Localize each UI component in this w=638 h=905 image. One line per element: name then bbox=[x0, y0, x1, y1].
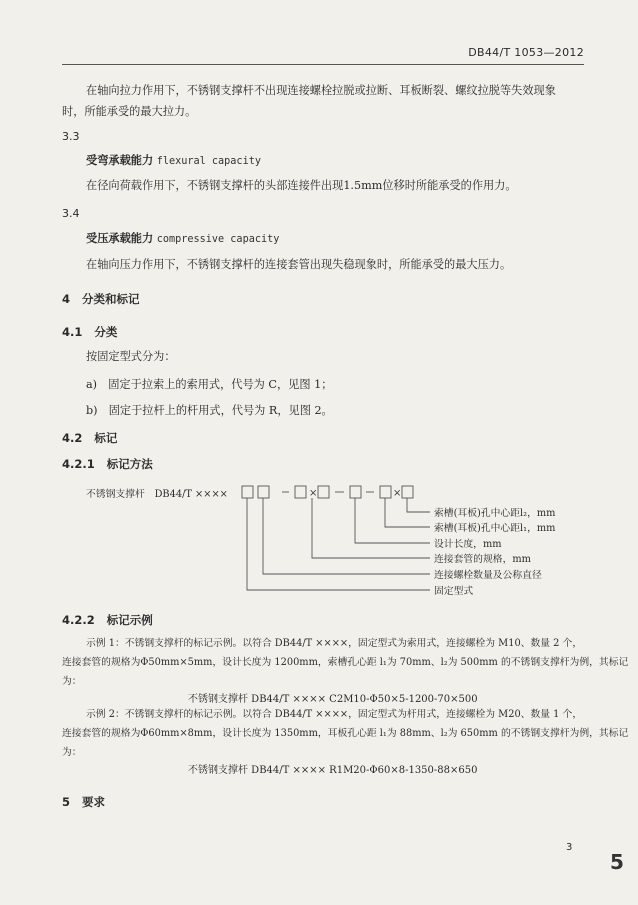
example-1-marking: 不锈钢支撑杆 DB44/T ×××× C2M10-Φ50×5-1200-70×500 bbox=[188, 694, 478, 705]
times-sign-sleeve: × bbox=[309, 488, 318, 499]
section-4-2-2-heading bbox=[62, 612, 153, 628]
section-number: 4.1 bbox=[62, 325, 83, 339]
standard-code-header: DB44/T 1053—2012 bbox=[468, 46, 584, 59]
example-2-marking: 不锈钢支撑杆 DB44/T ×××× R1M20-Φ60×8-1350-88×650 bbox=[188, 765, 478, 776]
box-sleeve-thickness bbox=[318, 486, 329, 498]
example-2-line3: 为： bbox=[62, 747, 82, 758]
term-cn: 受弯承载能力 bbox=[86, 154, 154, 167]
label-l1: 索槽(耳板)孔中心距l₁，mm bbox=[434, 523, 556, 534]
box-l2 bbox=[402, 486, 413, 498]
section-number: 4.2.1 bbox=[62, 457, 95, 471]
def-3-2-line2: 时，所能承受的最大拉力。 bbox=[62, 105, 197, 118]
section-title: 标记示例 bbox=[106, 613, 153, 627]
section-3-4-definition: 在轴向压力作用下，不锈钢支撑杆的连接套管出现失稳现象时，所能承受的最大压力。 bbox=[86, 258, 512, 271]
section-3-3-number: 3.3 bbox=[62, 130, 80, 143]
sheet-number: 5 bbox=[610, 850, 624, 874]
marking-prefix: 不锈钢支撑杆 DB44/T ×××× bbox=[86, 489, 228, 500]
example-2-line1: 示例 2：不锈钢支撑杆的标记示例。以符合 DB44/T ××××，固定型式为杆用式，连接螺栓为 M20、数量 1 个， bbox=[86, 709, 583, 720]
label-sleeve-spec: 连接套管的规格，mm bbox=[434, 554, 531, 565]
section-number: 5 bbox=[62, 795, 71, 809]
label-design-length: 设计长度，mm bbox=[434, 539, 502, 550]
section-number: 4.2 bbox=[62, 431, 83, 445]
box-fixing-type bbox=[242, 486, 253, 498]
box-bolt-spec bbox=[258, 486, 269, 498]
section-3-3-definition: 在径向荷载作用下，不锈钢支撑杆的头部连接件出现1.5mm位移时所能承受的作用力。 bbox=[86, 179, 517, 192]
example-1-line2: 连接套管的规格为Φ50mm×5mm，设计长度为 1200mm，索槽孔心距 l₁为 70mm、l₂为 500mm 的不锈钢支撑杆为例，其标记 bbox=[62, 657, 629, 668]
label-fixing-type: 固定型式 bbox=[434, 586, 474, 597]
section-title: 分类 bbox=[94, 325, 118, 339]
label-bolt-spec: 连接螺栓数量及公称直径 bbox=[434, 570, 542, 581]
section-4-1-item-b: b) 固定于拉杆上的杆用式，代号为 R，见图 2。 bbox=[86, 404, 333, 417]
section-title: 标记方法 bbox=[106, 457, 153, 471]
term-en: flexural capacity bbox=[156, 156, 261, 167]
section-3-4-number: 3.4 bbox=[62, 207, 80, 220]
box-sleeve-diameter bbox=[295, 486, 306, 498]
term-en: compressive capacity bbox=[156, 234, 280, 245]
section-title: 要求 bbox=[82, 795, 106, 809]
section-number: 4 bbox=[62, 292, 71, 306]
section-title: 标记 bbox=[94, 431, 118, 445]
section-number: 4.2.2 bbox=[62, 613, 95, 627]
label-l2: 索槽(耳板)孔中心距l₂，mm bbox=[434, 508, 556, 519]
section-4-1-intro: 按固定型式分为： bbox=[86, 350, 176, 363]
box-l1 bbox=[380, 486, 391, 498]
term-cn: 受压承载能力 bbox=[86, 232, 154, 245]
example-2-line2: 连接套管的规格为Φ60mm×8mm，设计长度为 1350mm，耳板孔心距 l₁为 88mm、l₂为 650mm 的不锈钢支撑杆为例，其标记 bbox=[62, 728, 629, 739]
def-3-2-line1: 在轴向拉力作用下，不锈钢支撑杆不出现连接螺栓拉脱或拉断、耳板断裂、螺纹拉脱等失效现象 bbox=[86, 84, 556, 97]
times-sign-spacing: × bbox=[393, 488, 402, 499]
page-number: 3 bbox=[566, 842, 573, 853]
example-1-line3: 为： bbox=[62, 676, 82, 687]
example-1-line1: 示例 1：不锈钢支撑杆的标记示例。以符合 DB44/T ××××，固定型式为索用式，连接螺栓为 M10、数量 2 个， bbox=[86, 638, 583, 649]
section-title: 分类和标记 bbox=[82, 292, 140, 306]
section-5-heading bbox=[62, 794, 105, 810]
box-design-length bbox=[350, 486, 361, 498]
section-4-1-item-a: a) 固定于拉索上的索用式，代号为 C，见图 1； bbox=[86, 378, 333, 391]
